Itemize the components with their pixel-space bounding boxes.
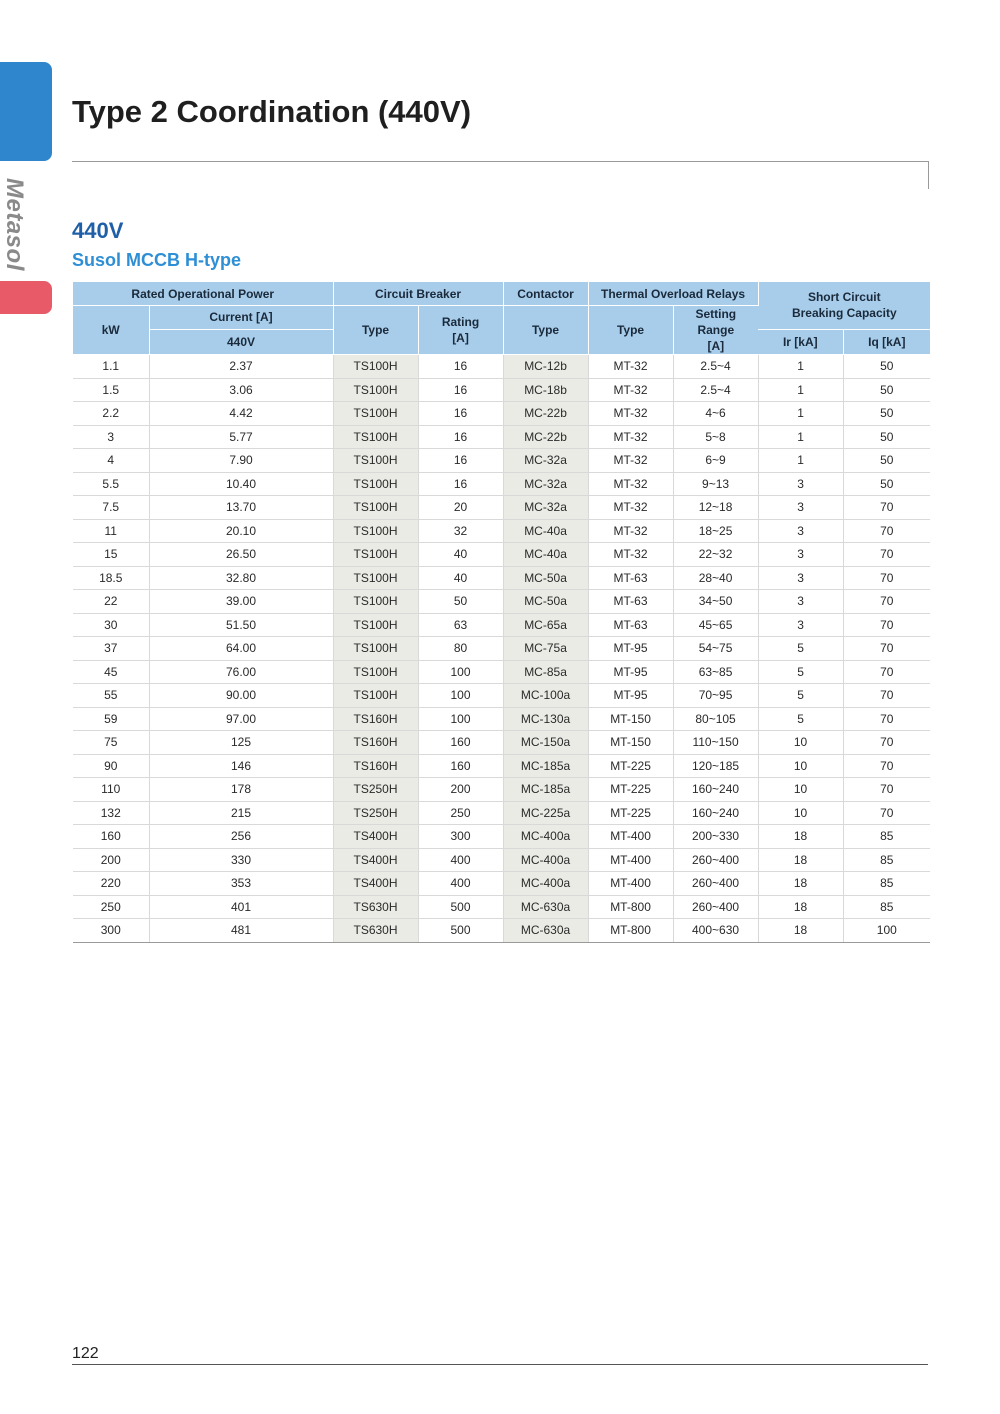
cell-current: 7.90 xyxy=(149,449,333,473)
cell-breaker-type: TS100H xyxy=(333,496,418,520)
cell-relay-type: MT-150 xyxy=(588,731,673,755)
cell-breaker-type: TS100H xyxy=(333,637,418,661)
cell-kw: 1.5 xyxy=(73,378,149,402)
cell-rating: 16 xyxy=(418,425,503,449)
cell-rating: 80 xyxy=(418,637,503,661)
cell-ir: 3 xyxy=(758,566,843,590)
cell-current: 51.50 xyxy=(149,613,333,637)
header-voltage: 440V xyxy=(149,329,333,354)
cell-kw: 7.5 xyxy=(73,496,149,520)
cell-ir: 10 xyxy=(758,754,843,778)
cell-contactor-type: MC-22b xyxy=(503,425,588,449)
table-row xyxy=(73,660,930,684)
cell-current: 330 xyxy=(149,848,333,872)
title-divider xyxy=(72,161,928,162)
cell-rating: 400 xyxy=(418,872,503,896)
cell-breaker-type: TS160H xyxy=(333,731,418,755)
cell-kw: 300 xyxy=(73,919,149,943)
cell-contactor-type: MC-65a xyxy=(503,613,588,637)
cell-iq: 70 xyxy=(843,778,930,802)
cell-contactor-type: MC-22b xyxy=(503,402,588,426)
cell-ir: 3 xyxy=(758,590,843,614)
chapter-tab-blue xyxy=(0,62,52,161)
table-row xyxy=(73,825,930,849)
cell-breaker-type: TS100H xyxy=(333,660,418,684)
cell-current: 3.06 xyxy=(149,378,333,402)
cell-relay-type: MT-400 xyxy=(588,848,673,872)
cell-iq: 85 xyxy=(843,825,930,849)
cell-setting-range: 28~40 xyxy=(673,566,758,590)
cell-iq: 50 xyxy=(843,449,930,473)
header-breaker-type: Type xyxy=(333,306,418,355)
cell-iq: 85 xyxy=(843,848,930,872)
cell-setting-range: 2.5~4 xyxy=(673,378,758,402)
cell-ir: 18 xyxy=(758,895,843,919)
cell-setting-range: 6~9 xyxy=(673,449,758,473)
cell-rating: 250 xyxy=(418,801,503,825)
cell-ir: 3 xyxy=(758,613,843,637)
cell-rating: 32 xyxy=(418,519,503,543)
cell-rating: 16 xyxy=(418,472,503,496)
cell-setting-range: 200~330 xyxy=(673,825,758,849)
cell-iq: 50 xyxy=(843,402,930,426)
cell-current: 178 xyxy=(149,778,333,802)
cell-breaker-type: TS100H xyxy=(333,684,418,708)
table-body xyxy=(73,355,930,943)
cell-kw: 4 xyxy=(73,449,149,473)
table-row xyxy=(73,378,930,402)
header-breaking-capacity: Breaking Capacity xyxy=(791,306,897,321)
cell-relay-type: MT-95 xyxy=(588,637,673,661)
cell-kw: 11 xyxy=(73,519,149,543)
cell-kw: 3 xyxy=(73,425,149,449)
cell-kw: 18.5 xyxy=(73,566,149,590)
cell-rating: 500 xyxy=(418,919,503,943)
cell-kw: 30 xyxy=(73,613,149,637)
cell-iq: 70 xyxy=(843,684,930,708)
cell-setting-range: 110~150 xyxy=(673,731,758,755)
cell-relay-type: MT-225 xyxy=(588,754,673,778)
cell-current: 26.50 xyxy=(149,543,333,567)
cell-current: 39.00 xyxy=(149,590,333,614)
cell-contactor-type: MC-130a xyxy=(503,707,588,731)
cell-breaker-type: TS100H xyxy=(333,378,418,402)
cell-ir: 5 xyxy=(758,637,843,661)
section-heading: 440V xyxy=(72,218,124,243)
cell-contactor-type: MC-32a xyxy=(503,496,588,520)
cell-contactor-type: MC-100a xyxy=(503,684,588,708)
cell-kw: 75 xyxy=(73,731,149,755)
table-row xyxy=(73,919,930,943)
cell-breaker-type: TS630H xyxy=(333,919,418,943)
cell-breaker-type: TS100H xyxy=(333,519,418,543)
cell-current: 90.00 xyxy=(149,684,333,708)
cell-ir: 1 xyxy=(758,355,843,379)
cell-rating: 50 xyxy=(418,590,503,614)
footer-divider xyxy=(72,1364,928,1365)
cell-ir: 5 xyxy=(758,660,843,684)
cell-current: 401 xyxy=(149,895,333,919)
cell-relay-type: MT-32 xyxy=(588,519,673,543)
cell-breaker-type: TS250H xyxy=(333,801,418,825)
cell-breaker-type: TS400H xyxy=(333,872,418,896)
cell-ir: 18 xyxy=(758,848,843,872)
cell-relay-type: MT-225 xyxy=(588,778,673,802)
header-thermal-overload-relays: Thermal Overload Relays xyxy=(588,282,758,306)
cell-rating: 500 xyxy=(418,895,503,919)
table-row xyxy=(73,731,930,755)
header-rating-unit: [A] xyxy=(452,331,469,345)
cell-current: 146 xyxy=(149,754,333,778)
header-ir: Ir [kA] xyxy=(758,329,843,354)
cell-breaker-type: TS100H xyxy=(333,449,418,473)
cell-rating: 20 xyxy=(418,496,503,520)
cell-relay-type: MT-150 xyxy=(588,707,673,731)
cell-current: 97.00 xyxy=(149,707,333,731)
cell-contactor-type: MC-185a xyxy=(503,778,588,802)
header-current: Current [A] xyxy=(149,306,333,330)
cell-setting-range: 80~105 xyxy=(673,707,758,731)
cell-iq: 100 xyxy=(843,919,930,943)
cell-setting-range: 45~65 xyxy=(673,613,758,637)
header-iq: Iq [kA] xyxy=(843,329,930,354)
cell-setting-range: 12~18 xyxy=(673,496,758,520)
cell-breaker-type: TS100H xyxy=(333,425,418,449)
coordination-table xyxy=(73,282,930,943)
header-contactor: Contactor xyxy=(503,282,588,306)
chapter-tab-red xyxy=(0,281,52,314)
cell-setting-range: 400~630 xyxy=(673,919,758,943)
cell-contactor-type: MC-50a xyxy=(503,566,588,590)
cell-contactor-type: MC-400a xyxy=(503,872,588,896)
cell-ir: 3 xyxy=(758,472,843,496)
cell-ir: 3 xyxy=(758,543,843,567)
table-row xyxy=(73,566,930,590)
cell-contactor-type: MC-630a xyxy=(503,895,588,919)
cell-kw: 22 xyxy=(73,590,149,614)
cell-iq: 50 xyxy=(843,355,930,379)
table-row xyxy=(73,449,930,473)
header-short-circuit-breaking-capacity xyxy=(758,282,930,329)
cell-ir: 10 xyxy=(758,778,843,802)
cell-setting-range: 34~50 xyxy=(673,590,758,614)
cell-setting-range: 70~95 xyxy=(673,684,758,708)
table-row xyxy=(73,754,930,778)
cell-rating: 16 xyxy=(418,449,503,473)
cell-setting-range: 9~13 xyxy=(673,472,758,496)
cell-iq: 70 xyxy=(843,613,930,637)
cell-contactor-type: MC-32a xyxy=(503,449,588,473)
cell-kw: 5.5 xyxy=(73,472,149,496)
cell-rating: 160 xyxy=(418,731,503,755)
cell-relay-type: MT-32 xyxy=(588,496,673,520)
cell-iq: 70 xyxy=(843,543,930,567)
cell-rating: 100 xyxy=(418,660,503,684)
cell-iq: 50 xyxy=(843,378,930,402)
table-row xyxy=(73,402,930,426)
cell-setting-range: 260~400 xyxy=(673,872,758,896)
page-title: Type 2 Coordination (440V) xyxy=(72,94,472,129)
cell-iq: 70 xyxy=(843,566,930,590)
cell-relay-type: MT-63 xyxy=(588,566,673,590)
cell-breaker-type: TS100H xyxy=(333,566,418,590)
cell-iq: 85 xyxy=(843,895,930,919)
cell-rating: 100 xyxy=(418,684,503,708)
cell-rating: 200 xyxy=(418,778,503,802)
cell-breaker-type: TS400H xyxy=(333,848,418,872)
cell-rating: 16 xyxy=(418,355,503,379)
cell-setting-range: 160~240 xyxy=(673,801,758,825)
cell-current: 13.70 xyxy=(149,496,333,520)
header-circuit-breaker: Circuit Breaker xyxy=(333,282,503,306)
table-row xyxy=(73,778,930,802)
table-row xyxy=(73,684,930,708)
cell-ir: 18 xyxy=(758,825,843,849)
table-row xyxy=(73,472,930,496)
cell-breaker-type: TS400H xyxy=(333,825,418,849)
cell-ir: 1 xyxy=(758,449,843,473)
cell-ir: 18 xyxy=(758,872,843,896)
cell-ir: 18 xyxy=(758,919,843,943)
cell-contactor-type: MC-185a xyxy=(503,754,588,778)
section-subheading: Susol MCCB H-type xyxy=(72,250,242,270)
cell-ir: 5 xyxy=(758,707,843,731)
cell-kw: 160 xyxy=(73,825,149,849)
cell-current: 481 xyxy=(149,919,333,943)
cell-iq: 70 xyxy=(843,801,930,825)
cell-ir: 5 xyxy=(758,684,843,708)
cell-contactor-type: MC-630a xyxy=(503,919,588,943)
cell-contactor-type: MC-85a xyxy=(503,660,588,684)
cell-iq: 85 xyxy=(843,872,930,896)
cell-relay-type: MT-32 xyxy=(588,449,673,473)
header-setting-range-label: Setting Range xyxy=(695,307,737,337)
cell-ir: 3 xyxy=(758,496,843,520)
cell-setting-range: 5~8 xyxy=(673,425,758,449)
cell-setting-range: 63~85 xyxy=(673,660,758,684)
cell-current: 215 xyxy=(149,801,333,825)
cell-breaker-type: TS630H xyxy=(333,895,418,919)
cell-rating: 400 xyxy=(418,848,503,872)
table-row xyxy=(73,355,930,379)
cell-iq: 70 xyxy=(843,590,930,614)
header-short-circuit: Short Circuit xyxy=(807,290,881,305)
cell-kw: 110 xyxy=(73,778,149,802)
cell-relay-type: MT-32 xyxy=(588,378,673,402)
cell-iq: 50 xyxy=(843,472,930,496)
cell-iq: 70 xyxy=(843,731,930,755)
cell-breaker-type: TS100H xyxy=(333,590,418,614)
cell-relay-type: MT-63 xyxy=(588,613,673,637)
header-kw: kW xyxy=(73,306,149,355)
cell-rating: 160 xyxy=(418,754,503,778)
cell-breaker-type: TS160H xyxy=(333,707,418,731)
cell-breaker-type: TS100H xyxy=(333,402,418,426)
cell-setting-range: 260~400 xyxy=(673,848,758,872)
cell-relay-type: MT-95 xyxy=(588,684,673,708)
cell-relay-type: MT-32 xyxy=(588,472,673,496)
cell-current: 2.37 xyxy=(149,355,333,379)
cell-ir: 1 xyxy=(758,425,843,449)
cell-current: 256 xyxy=(149,825,333,849)
table-header xyxy=(73,282,930,355)
cell-kw: 200 xyxy=(73,848,149,872)
table-row xyxy=(73,613,930,637)
cell-relay-type: MT-225 xyxy=(588,801,673,825)
cell-rating: 100 xyxy=(418,707,503,731)
cell-ir: 10 xyxy=(758,801,843,825)
cell-iq: 70 xyxy=(843,496,930,520)
cell-relay-type: MT-95 xyxy=(588,660,673,684)
cell-kw: 250 xyxy=(73,895,149,919)
cell-ir: 3 xyxy=(758,519,843,543)
header-contactor-type: Type xyxy=(503,306,588,355)
table-row xyxy=(73,543,930,567)
cell-current: 20.10 xyxy=(149,519,333,543)
cell-contactor-type: MC-150a xyxy=(503,731,588,755)
cell-kw: 220 xyxy=(73,872,149,896)
cell-setting-range: 260~400 xyxy=(673,895,758,919)
table-row xyxy=(73,707,930,731)
cell-rating: 40 xyxy=(418,566,503,590)
cell-setting-range: 4~6 xyxy=(673,402,758,426)
cell-relay-type: MT-63 xyxy=(588,590,673,614)
table-row xyxy=(73,425,930,449)
cell-kw: 132 xyxy=(73,801,149,825)
cell-relay-type: MT-800 xyxy=(588,895,673,919)
cell-rating: 16 xyxy=(418,378,503,402)
cell-iq: 70 xyxy=(843,707,930,731)
cell-iq: 70 xyxy=(843,637,930,661)
cell-relay-type: MT-400 xyxy=(588,872,673,896)
cell-iq: 70 xyxy=(843,519,930,543)
cell-kw: 90 xyxy=(73,754,149,778)
cell-setting-range: 18~25 xyxy=(673,519,758,543)
header-rating xyxy=(418,306,503,355)
cell-breaker-type: TS100H xyxy=(333,355,418,379)
table-row xyxy=(73,801,930,825)
header-rating-label: Rating xyxy=(441,315,480,329)
page-number: 122 xyxy=(72,1345,99,1362)
cell-breaker-type: TS100H xyxy=(333,543,418,567)
cell-relay-type: MT-400 xyxy=(588,825,673,849)
cell-current: 32.80 xyxy=(149,566,333,590)
header-rated-operational-power: Rated Operational Power xyxy=(73,282,333,306)
table-row xyxy=(73,895,930,919)
cell-contactor-type: MC-40a xyxy=(503,519,588,543)
cell-ir: 10 xyxy=(758,731,843,755)
cell-current: 4.42 xyxy=(149,402,333,426)
cell-contactor-type: MC-75a xyxy=(503,637,588,661)
cell-iq: 70 xyxy=(843,754,930,778)
cell-kw: 37 xyxy=(73,637,149,661)
cell-current: 10.40 xyxy=(149,472,333,496)
cell-rating: 63 xyxy=(418,613,503,637)
cell-breaker-type: TS100H xyxy=(333,613,418,637)
table-row xyxy=(73,590,930,614)
table-row xyxy=(73,496,930,520)
cell-relay-type: MT-32 xyxy=(588,355,673,379)
table-row xyxy=(73,848,930,872)
cell-setting-range: 54~75 xyxy=(673,637,758,661)
cell-current: 125 xyxy=(149,731,333,755)
title-divider-tick xyxy=(928,161,929,189)
cell-rating: 300 xyxy=(418,825,503,849)
cell-kw: 45 xyxy=(73,660,149,684)
cell-relay-type: MT-32 xyxy=(588,543,673,567)
cell-breaker-type: TS160H xyxy=(333,754,418,778)
cell-current: 5.77 xyxy=(149,425,333,449)
cell-kw: 55 xyxy=(73,684,149,708)
cell-current: 64.00 xyxy=(149,637,333,661)
cell-contactor-type: MC-18b xyxy=(503,378,588,402)
cell-current: 76.00 xyxy=(149,660,333,684)
cell-ir: 1 xyxy=(758,402,843,426)
header-relay-type: Type xyxy=(588,306,673,355)
cell-setting-range: 2.5~4 xyxy=(673,355,758,379)
cell-relay-type: MT-800 xyxy=(588,919,673,943)
cell-relay-type: MT-32 xyxy=(588,402,673,426)
header-setting-range-unit: [A] xyxy=(707,339,725,353)
cell-contactor-type: MC-225a xyxy=(503,801,588,825)
cell-relay-type: MT-32 xyxy=(588,425,673,449)
header-setting-range xyxy=(673,306,758,355)
cell-rating: 16 xyxy=(418,402,503,426)
cell-kw: 1.1 xyxy=(73,355,149,379)
cell-setting-range: 120~185 xyxy=(673,754,758,778)
cell-current: 353 xyxy=(149,872,333,896)
cell-contactor-type: MC-400a xyxy=(503,848,588,872)
cell-kw: 2.2 xyxy=(73,402,149,426)
cell-kw: 15 xyxy=(73,543,149,567)
table-row xyxy=(73,637,930,661)
table-row xyxy=(73,519,930,543)
cell-kw: 59 xyxy=(73,707,149,731)
cell-iq: 50 xyxy=(843,425,930,449)
table-row xyxy=(73,872,930,896)
cell-iq: 70 xyxy=(843,660,930,684)
cell-contactor-type: MC-50a xyxy=(503,590,588,614)
cell-setting-range: 22~32 xyxy=(673,543,758,567)
cell-rating: 40 xyxy=(418,543,503,567)
cell-setting-range: 160~240 xyxy=(673,778,758,802)
cell-breaker-type: TS100H xyxy=(333,472,418,496)
cell-breaker-type: TS250H xyxy=(333,778,418,802)
brand-vertical-label: Metasol xyxy=(1,178,28,271)
cell-contactor-type: MC-12b xyxy=(503,355,588,379)
cell-contactor-type: MC-400a xyxy=(503,825,588,849)
cell-ir: 1 xyxy=(758,378,843,402)
cell-contactor-type: MC-32a xyxy=(503,472,588,496)
cell-contactor-type: MC-40a xyxy=(503,543,588,567)
